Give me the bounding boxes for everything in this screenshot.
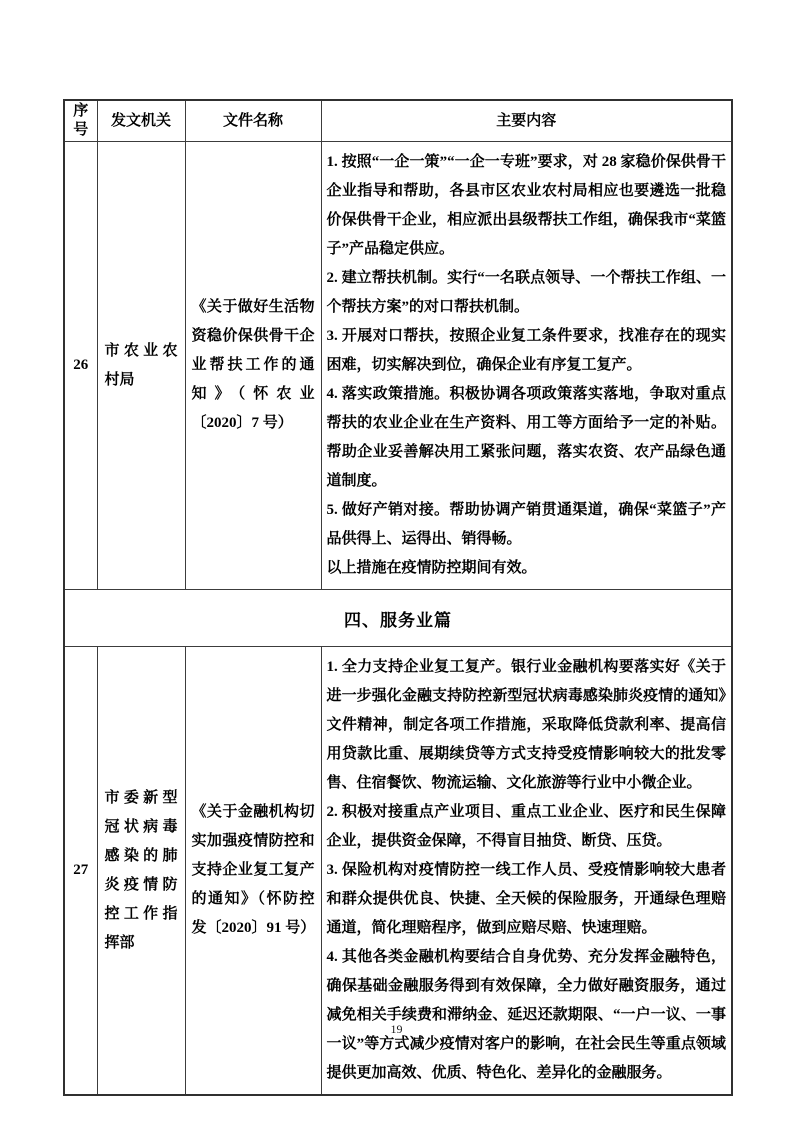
content-item: 4. 落实政策措施。积极协调各项政策落实落地，争取对重点帮扶的农业企业在生产资料、用工等方面给予一定的补贴。帮助企业妥善解决用工紧张问题，落实农资、农产品绿色通道制度。 (326, 386, 726, 489)
section-header-row (64, 590, 732, 647)
content-item: 1. 按照“一企一策”“一企一专班”要求，对 28 家稳价保供骨干企业指导和帮助，各县市区农业农村局相应也要遴选一批稳价保供骨干企业，相应派出县级帮扶工作组，确保我市“菜篮子”产品稳定供应。 (326, 154, 726, 257)
content-item: 3. 保险机构对疫情防控一线工作人员、受疫情影响较大患者和群众提供优良、快捷、全天候的保险服务，开通绿色理赔通道，简化理赔程序，做到应赔尽赔、快速理赔。 (326, 862, 726, 936)
issuing-agency: 市农业农村局 (97, 142, 185, 590)
document-name: 《关于金融机构切实加强疫情防控和支持企业复工复产的通知》（怀防控发〔2020〕91 号） (185, 647, 321, 1096)
content-item: 2. 建立帮扶机制。实行“一名联点领导、一个帮扶工作组、一个帮扶方案”的对口帮扶机制。 (326, 270, 726, 315)
content-item: 4. 其他各类金融机构要结合自身优势、充分发挥金融特色，确保基础金融服务得到有效保障，全力做好融资服务，通过减免相关手续费和滞纳金、延迟还款期限、“一户一议、一事一议”等方式减少疫情对客户的影响，在社会民生等重点领域提供更加高效、优质、特色化、差异化的金融服务。 (326, 949, 726, 1081)
page-number: 19 (390, 1022, 403, 1036)
seq-number: 27 (64, 647, 97, 1096)
seq-number: 26 (64, 142, 97, 590)
content-item: 5. 做好产销对接。帮助协调产销贯通渠道，确保“菜篮子”产品供得上、运得出、销得畅。 (326, 502, 726, 547)
content-item: 2. 积极对接重点产业项目、重点工业企业、医疗和民生保障企业，提供资金保障，不得盲目抽贷、断贷、压贷。 (326, 804, 726, 849)
main-content-cell (321, 142, 732, 590)
section-title: 四、服务业篇 (64, 590, 732, 647)
column-header-agency: 发文机关 (97, 100, 185, 142)
document-table (63, 99, 733, 1096)
column-header-content: 主要内容 (321, 100, 732, 142)
content-item: 以上措施在疫情防控期间有效。 (326, 560, 537, 576)
column-header-docname: 文件名称 (185, 100, 321, 142)
content-item: 1. 全力支持企业复工复产。银行业金融机构要落实好《关于进一步强化金融支持防控新型冠状病毒感染肺炎疫情的通知》文件精神，制定各项工作措施，采取降低贷款利率、提高信用贷款比重、展期续贷等方式支持受疫情影响较大的批发零售、住宿餐饮、物流运输、文化旅游等行业中小微企业。 (326, 659, 726, 791)
document-name: 《关于做好生活物资稳价保供骨干企业帮扶工作的通知》（怀农业〔2020〕7 号） (185, 142, 321, 590)
table-row (64, 142, 732, 590)
table-header-row (64, 100, 732, 142)
content-item: 3. 开展对口帮扶，按照企业复工条件要求，找准存在的现实困难，切实解决到位，确保企业有序复工复产。 (326, 328, 726, 373)
issuing-agency: 市委新型冠状病毒感染的肺炎疫情防控工作指挥部 (97, 647, 185, 1096)
column-header-seq: 序号 (64, 100, 97, 142)
